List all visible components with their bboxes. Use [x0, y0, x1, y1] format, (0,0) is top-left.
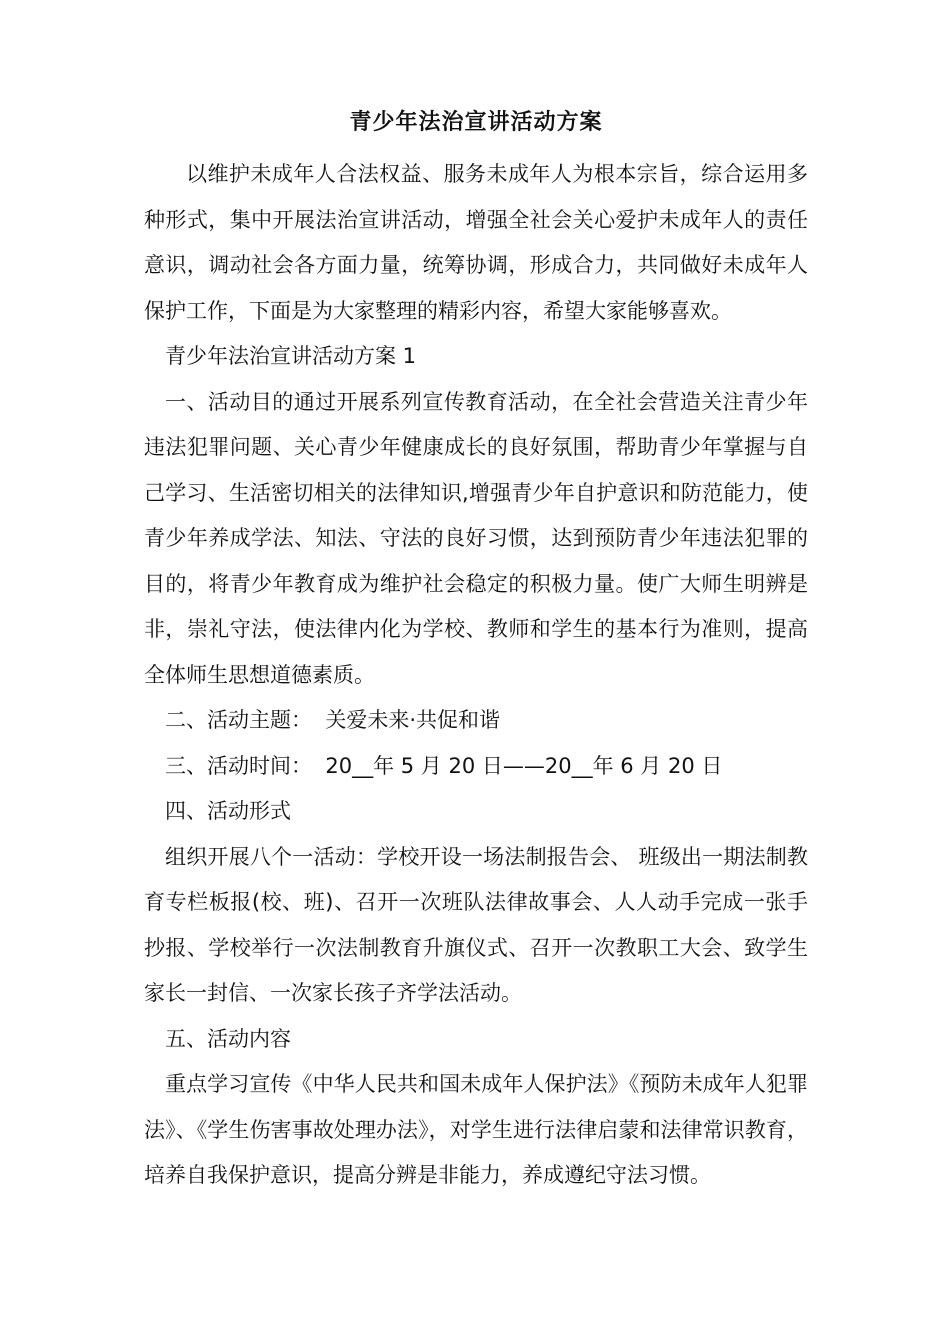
section-form-heading: 四、活动形式: [165, 799, 291, 823]
document-title: 青少年法治宣讲活动方案: [349, 110, 603, 135]
section-purpose: 一、活动目的通过开展系列宣传教育活动，在全社会营造关注青少年违法犯罪问题、关心青少年健康成长的良好氛围，帮助青少年掌握与自己学习、生活密切相关的法律知识,增强青少年自护意识和防范能力，使青少年养成学法、知法、守法的良好习惯，达到预防青少年违法犯罪的目的，将青少年教育成为维护社会稳定的积极力量。使广大师生明辨是非，崇礼守法，使法律内化为学校、教师和学生的基本行为准则，提高全体师生思想道德素质。: [144, 389, 808, 687]
section-content-heading: 五、活动内容: [165, 1026, 291, 1051]
section-time: 三、活动时间： 20__年 5 月 20 日——20__年 6 月 20 日: [165, 753, 723, 778]
plan-subtitle: 青少年法治宣讲活动方案 1: [165, 344, 417, 368]
intro-paragraph: 以维护未成年人合法权益、服务未成年人为根本宗旨，综合运用多种形式，集中开展法治宣讲活动，增强全社会关心爱护未成年人的责任意识，调动社会各方面力量，统筹协调，形成合力，共同做好未成年人保护工作，下面是为大家整理的精彩内容，希望大家能够喜欢。: [144, 162, 808, 323]
section-theme: 二、活动主题： 关爱未来·共促和谐: [165, 708, 501, 732]
section-content-body: 重点学习宣传《中华人民共和国未成年人保护法》《预防未成年人犯罪法》、《学生伤害事故处理办法》，对学生进行法律启蒙和法律常识教育，培养自我保护意识，提高分辨是非能力，养成遵纪守法习惯。: [144, 1072, 808, 1187]
section-form-body: 组织开展八个一活动：学校开设一场法制报告会、 班级出一期法制教育专栏板报(校、班)、召开一次班队法律故事会、人人动手完成一张手抄报、学校举行一次法制教育升旗仪式、召开一次教职工大会、致学生家长一封信、一次家长孩子齐学法活动。: [144, 844, 808, 1005]
document-page: [144, 108, 808, 1199]
